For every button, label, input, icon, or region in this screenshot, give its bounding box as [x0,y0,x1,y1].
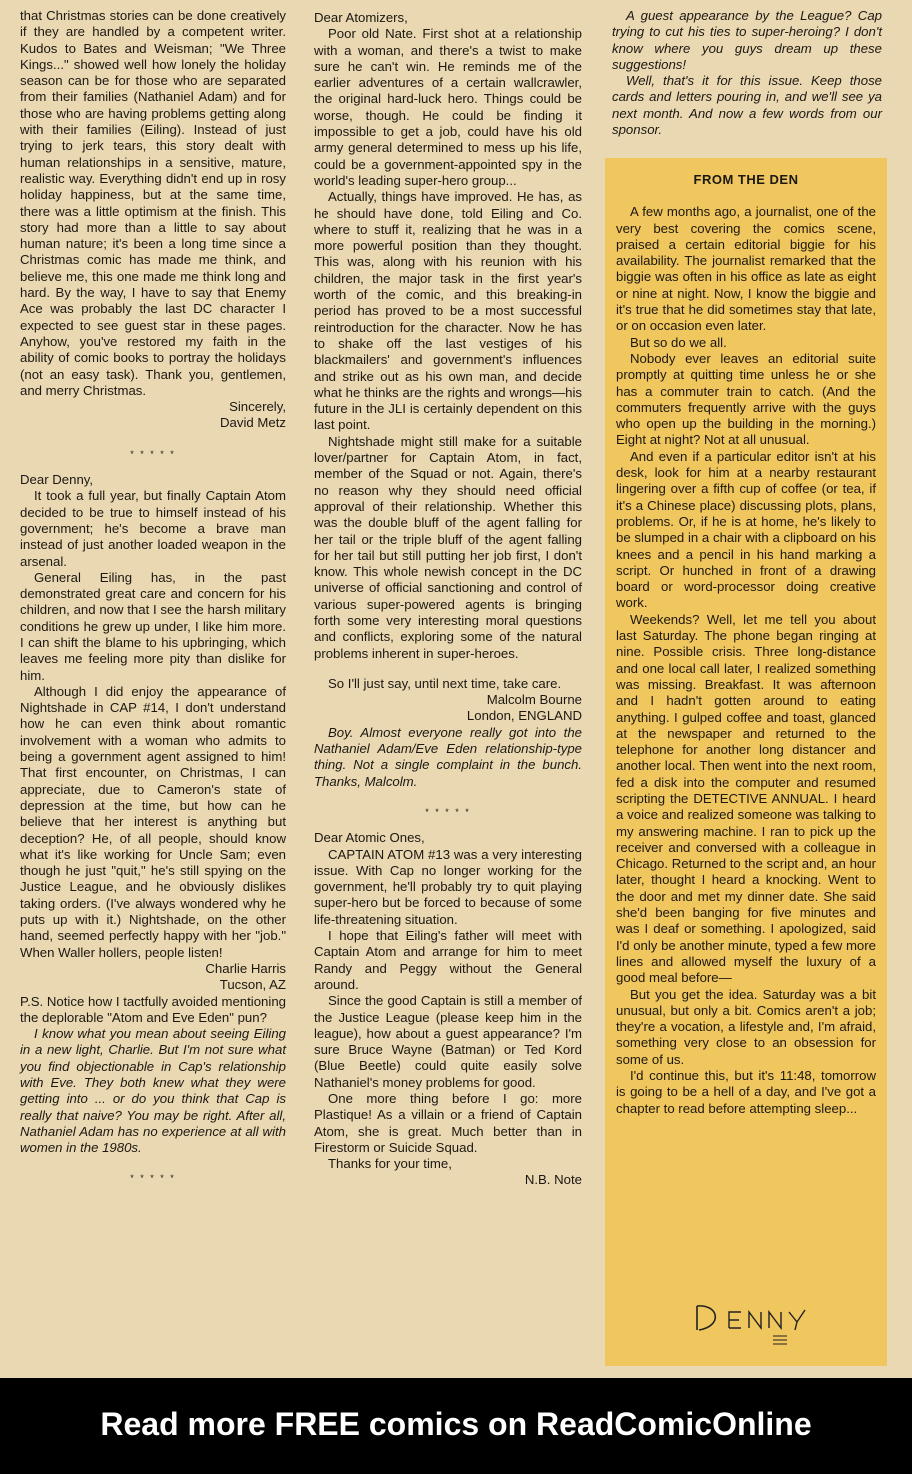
letter-body: Thanks for your time, [328,1156,452,1172]
from-the-den-box [605,158,887,1366]
den-paragraph: Nobody ever leaves an editorial suite promptly at quitting time unless he or she has a commuter train to catch. (And the commuters frequently arrive with the guys who open up the building in the morning.) Eight at night? Not at all unusual. [616,350,876,448]
letter-body: So I'll just say, until next time, take care. [328,675,562,691]
den-paragraph: A few months ago, a journalist, one of the very best covering the comics scene, praised a certain editorial biggie for his availability. The journalist remarked that the biggie was often in his office as late as eight or nine at night. Now, I know the biggie and it's true that he did sometimes stay that late, or on occasion even later. [616,204,876,334]
den-paragraph: And even if a particular editor isn't at his desk, look for him at a nearby restaurant lingering over a fifth cup of coffee (or tea, if it's a Chinese place) discussing plots, plans, problems. Or, if he is at home, he's likely to be slumped in a chair with a clipboard on his knees and a pencil in his hand marking a script. Or hunched in front of a drawing board or word-processor doing creative work. [616,448,876,611]
letter-body: CAPTAIN ATOM #13 was a very interesting issue. With Cap no longer working for the government, he'll probably try to quit playing super-hero but be forced to because of some life-threatening situation. [314,846,582,927]
editor-reply: A guest appearance by the League? Cap trying to cut his ties to super-heroing? I don't know where you guys dream up these suggestions! [612,8,882,72]
separator-stars: * * * * * [130,448,176,459]
letter-body: It took a full year, but finally Captain Atom decided to be true to himself instead of his government; he's become a brave man instead of just another loaded weapon in the arsenal. [20,488,286,569]
letter-body: Although I did enjoy the appearance of Nightshade in CAP #14, I don't understand how he can even think about romantic involvement with a woman who admits to being a government agent assigned to him! That first encounter, on Christmas, I can appreciate, due to Cameron's state of depression at the time, but how can he believe that her interest is anything but deception? He, of all people, should know what it's like working for Uncle Sam; even though he just "quit," he's still spying on the Justice League, and he obviously dislikes taking orders. (I've always wondered why he puts up with it.) Nightshade, on the other hand, seemed perfectly happy with her "job." When Waller hollers, people listen! [20,683,286,960]
letter-salutation: Dear Atomizers, [314,10,408,25]
footer-banner [0,1378,912,1474]
editor-reply: I know what you mean about seeing Eiling in a new light, Charlie. But I'm not sure what you find objectionable in Cap's relationship with Eve. They both knew what they were getting into ... or do you think that Cap is really that naive? You may be right. After all, Nathaniel Adam has no experience at all with women in the 1980s. [20,1026,286,1156]
denny-signature [689,1296,819,1346]
column-right [612,8,882,138]
den-paragraph: But so do we all. [630,334,727,350]
letter-signer: David Metz [220,415,286,431]
separator-stars: * * * * * [130,1173,176,1184]
letter-signer: Charlie Harris [205,960,286,976]
letter-body: One more thing before I go: more Plastique! As a villain or a friend of Captain Atom, she is great. Much better than in Firestorm or Suicide Squad. [314,1091,582,1155]
letter-salutation: Dear Atomic Ones, [314,830,425,846]
letter-signer: N.B. Note [524,1172,582,1188]
letter-signer: Malcolm Bourne [486,692,582,708]
editor-closer: Well, that's it for this issue. Keep those cards and letters pouring in, and we'll see ya next month. And now a few words from our sponsor. [612,73,882,138]
letter-postscript: P.S. Notice how I tactfully avoided mentioning the deplorable "Atom and Eve Eden" pun? [20,993,286,1025]
den-paragraph: But you get the idea. Saturday was a bit unusual, but only a bit. Comics aren't a job; they're a vocation, a lifestyle and, I'm afraid, something very close to an obsession for some of us. [616,986,876,1067]
footer-text[interactable]: Read more FREE comics on ReadComicOnline [100,1406,812,1442]
letter-body: that Christmas stories can be done creatively if they are handled by a competent writer. Kudos to Bates and Weisman; "We Three Kings..." showed well how lonely the holiday season can be for those who are separated from their families (Nathaniel Adam) and for those who are having problems getting along with their families (Eiling). Instead of just trying to jerk tears, this story dealt with human relationships in a sensitive, mature, realistic way. Everything didn't end up in rosy holiday happiness, but at the same time, there was a little optimism at the finish. This story had more than a little to say about human nature; it's been a long time since a Christmas comic has made me think, and believe me, this one made me think long and hard. By the way, I have to say that Enemy Ace was probably the last DC character I expected to see guest star in these pages. Anyhow, you've restored my faith in the ability of comic books to portray the holidays (not an easy task). Thank you, gentlemen, and merry Christmas. [20,8,286,398]
letter-location: London, ENGLAND [466,708,582,724]
column-middle [314,8,582,1189]
letter-location: Tucson, AZ [219,977,286,993]
editor-reply: Boy. Almost everyone really got into the Nathaniel Adam/Eve Eden relationship-type thing. Not a single complaint in the bunch. Thanks, Malcolm. [314,724,582,789]
den-paragraph: I'd continue this, but it's 11:48, tomorrow is going to be a hell of a day, and I've got a chapter to read before attempting sleep... [616,1068,876,1116]
letter-body: General Eiling has, in the past demonstrated great care and concern for his children, and now that I see the harsh military conditions he grew up under, I like him more. I can shift the blame to his upbringing, which leaves me feeling more pity than dislike for him. [20,569,286,683]
letter-closing: Sincerely, [229,399,286,415]
letter-body: Actually, things have improved. He has, as he should have done, told Eiling and Co. where to stuff it, realizing that he was in a more powerful position than they thought. This was, along with his reunion with his children, the major task in the first year's worth of the comic, and this breaking-in period has proved to be a most successful reintroduction for the character. Now he has to shake off the last vestiges of his blackmailers' and government's influences and strike out as his own man, and decide what he thinks are the rights and wrongs—his future in the JLI is certainly dependent on this last point. [314,189,582,433]
column-left [20,8,286,1197]
den-title: FROM THE DEN [693,172,799,187]
letter-body: Since the good Captain is still a member of the Justice League (please keep him in the league), how about a guest appearance? I'm sure Bruce Wayne (Batman) or Ted Kord (Blue Beetle) could quite easily solve Nathaniel's money problems for good. [314,993,582,1090]
letter-body: Nightshade might still make for a suitable lover/partner for Captain Atom, in fact, member of the Squad or not. Again, there's no reason why they should need official approval of their relationship. Whether this was the double bluff of the agent falling for her tail or the triple bluff of the agent falling for her tail but still putting her job first, I don't know. This whole newish concept in the DC universe of official sanctioning and control of various super-powered agents is bringing forth some very interesting moral questions and conflicts, exploring some of the natural problems inherent in super-heroes. [314,433,582,661]
letter-body: I hope that Eiling's father will meet with Captain Atom and arrange for him to meet Randy and Peggy without the General around. [314,928,582,992]
letter-salutation: Dear Denny, [20,472,94,488]
separator-stars: * * * * * [425,806,471,817]
den-paragraph: Weekends? Well, let me tell you about last Saturday. The phone began ringing at nine. Possible crisis. Three long-distance and one local call later, I realized something was missing. Breakfast. It was afternoon and I hadn't gotten around to eating anything. I gulped coffee and toast, glanced at the newspaper and returned to the telephone for another long distancer and another local. Then went into the next room, fed a disk into the computer and resumed scripting the DETECTIVE ANNUAL. I heard a voice and realized someone was talking to my answering machine. I ran to pick up the receiver and conversed with a colleague in Chicago. Returned to the script and, an hour later, thought I heard a knocking. Went to the door and met my dinner date. She said she'd been banging for five minutes and was I deaf or something. I apologized, said I'd only be another minute, typed a few more lines and allowed myself the luxury of a good meal before— [616,611,876,986]
letter-body: Poor old Nate. First shot at a relationship with a woman, and there's a twist to make sure he can't win. He reminds me of the earlier adventures of a certain wallcrawler, the original hard-luck hero. Things could be worse, though. He could be finding it impossible to get a job, could have his old army general determined to mess up his life, could be a government-appointed spy in the world's leading super-hero group... [314,26,582,188]
